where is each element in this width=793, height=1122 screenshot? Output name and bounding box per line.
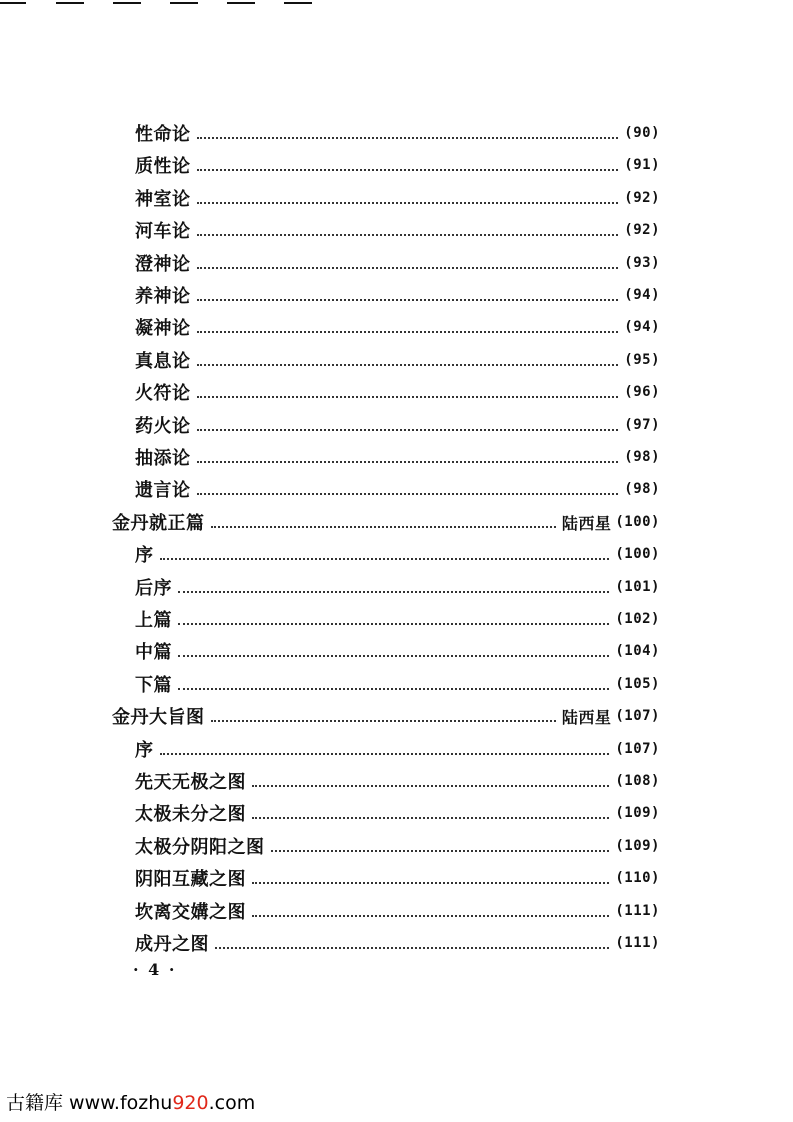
dot-leader	[252, 817, 609, 819]
entry-page: (92)	[624, 190, 660, 206]
entry-page: (91)	[624, 157, 660, 173]
dot-leader	[178, 688, 609, 690]
entry-title: 药火论	[135, 416, 191, 437]
dot-leader	[197, 234, 619, 236]
toc-entry-row	[135, 831, 660, 861]
entry-title: 澄神论	[135, 254, 191, 275]
dot-leader	[197, 202, 619, 204]
entry-page: (100)	[615, 514, 660, 530]
dot-leader	[178, 623, 609, 625]
dot-leader	[252, 785, 609, 787]
dot-leader	[197, 429, 619, 431]
dot-leader	[197, 396, 619, 398]
entry-page: (92)	[624, 222, 660, 238]
toc-entry-row	[135, 798, 660, 828]
toc-entry-row	[135, 442, 660, 472]
dot-leader	[178, 591, 609, 593]
entry-page: (105)	[615, 676, 660, 692]
entry-page: (111)	[615, 903, 660, 919]
dot-leader	[252, 882, 609, 884]
entry-title: 中篇	[135, 642, 172, 663]
dot-leader	[215, 947, 609, 949]
entry-title: 坎离交媾之图	[135, 902, 246, 923]
entry-page: (96)	[624, 384, 660, 400]
entry-page: (94)	[624, 287, 660, 303]
dot-leader	[197, 493, 619, 495]
entry-page: (90)	[624, 125, 660, 141]
dot-leader	[211, 720, 556, 722]
entry-page: (107)	[615, 708, 660, 724]
dot-leader	[197, 137, 619, 139]
toc-entry-row	[135, 863, 660, 893]
toc-entry-row	[135, 377, 660, 407]
entry-title: 火符论	[135, 383, 191, 404]
entry-title: 下篇	[135, 675, 172, 696]
entry-title: 太极分阴阳之图	[135, 837, 265, 858]
toc-entry-row	[135, 410, 660, 440]
entry-title: 序	[135, 545, 154, 566]
watermark	[6, 1088, 255, 1115]
toc-entry-row	[135, 539, 660, 569]
entry-title: 真息论	[135, 351, 191, 372]
toc-section-row	[112, 507, 660, 537]
toc-entry-row	[135, 636, 660, 666]
toc-entry-row	[135, 572, 660, 602]
entry-page: (101)	[615, 579, 660, 595]
entry-page: (107)	[615, 741, 660, 757]
entry-title: 河车论	[135, 221, 191, 242]
toc-entry-row	[135, 312, 660, 342]
entry-title: 抽添论	[135, 448, 191, 469]
entry-page: (111)	[615, 935, 660, 951]
toc-entry-row	[135, 604, 660, 634]
entry-title: 养神论	[135, 286, 191, 307]
toc-entry-row	[135, 280, 660, 310]
dot-leader	[178, 655, 609, 657]
watermark-accent: 920	[172, 1092, 209, 1114]
entry-title: 质性论	[135, 156, 191, 177]
dot-leader	[197, 461, 619, 463]
entry-page: (109)	[615, 838, 660, 854]
watermark-prefix: 古籍库 www.fozhu	[6, 1092, 173, 1114]
entry-page: (102)	[615, 611, 660, 627]
toc-entry-row	[135, 734, 660, 764]
toc-entry-row	[135, 150, 660, 180]
entry-page: (97)	[624, 417, 660, 433]
dot-leader	[197, 364, 619, 366]
dot-leader	[197, 169, 619, 171]
entry-title: 阴阳互藏之图	[135, 869, 246, 890]
toc-entry-row	[135, 248, 660, 278]
toc-section-row	[112, 701, 660, 731]
entry-title: 上篇	[135, 610, 172, 631]
entry-title: 神室论	[135, 189, 191, 210]
entry-page: (98)	[624, 481, 660, 497]
entry-page: (110)	[615, 870, 660, 886]
toc-entry-row	[135, 669, 660, 699]
entry-page: (109)	[615, 805, 660, 821]
page-number: · 4 ·	[133, 960, 177, 979]
entry-author: 陆西星	[561, 707, 612, 727]
toc-entry-row	[135, 928, 660, 958]
entry-title: 成丹之图	[135, 934, 209, 955]
entry-page: (104)	[615, 643, 660, 659]
entry-title: 先天无极之图	[135, 772, 246, 793]
toc-entry-row	[135, 118, 660, 148]
dot-leader	[160, 753, 610, 755]
entry-title: 太极未分之图	[135, 804, 246, 825]
entry-title: 后序	[135, 578, 172, 599]
entry-author: 陆西星	[561, 513, 612, 533]
dot-leader	[211, 526, 556, 528]
dot-leader	[197, 267, 619, 269]
entry-title: 序	[135, 740, 154, 761]
toc-entry-row	[135, 896, 660, 926]
entry-title: 遗言论	[135, 480, 191, 501]
entry-title: 金丹大旨图	[112, 707, 205, 728]
entry-title: 金丹就正篇	[112, 513, 205, 534]
entry-page: (100)	[615, 546, 660, 562]
dot-leader	[197, 299, 619, 301]
entry-page: (98)	[624, 449, 660, 465]
toc-entry-row	[135, 766, 660, 796]
toc-entry-row	[135, 183, 660, 213]
entry-page: (108)	[615, 773, 660, 789]
entry-page: (94)	[624, 319, 660, 335]
entry-title: 性命论	[135, 124, 191, 145]
dot-leader	[197, 331, 619, 333]
entry-page: (93)	[624, 255, 660, 271]
toc-entry-row	[135, 215, 660, 245]
entry-title: 凝神论	[135, 318, 191, 339]
dot-leader	[252, 915, 609, 917]
dot-leader	[271, 850, 610, 852]
toc-entry-row	[135, 474, 660, 504]
watermark-suffix: .com	[208, 1092, 256, 1114]
entry-page: (95)	[624, 352, 660, 368]
toc-entry-row	[135, 345, 660, 375]
dot-leader	[160, 558, 610, 560]
